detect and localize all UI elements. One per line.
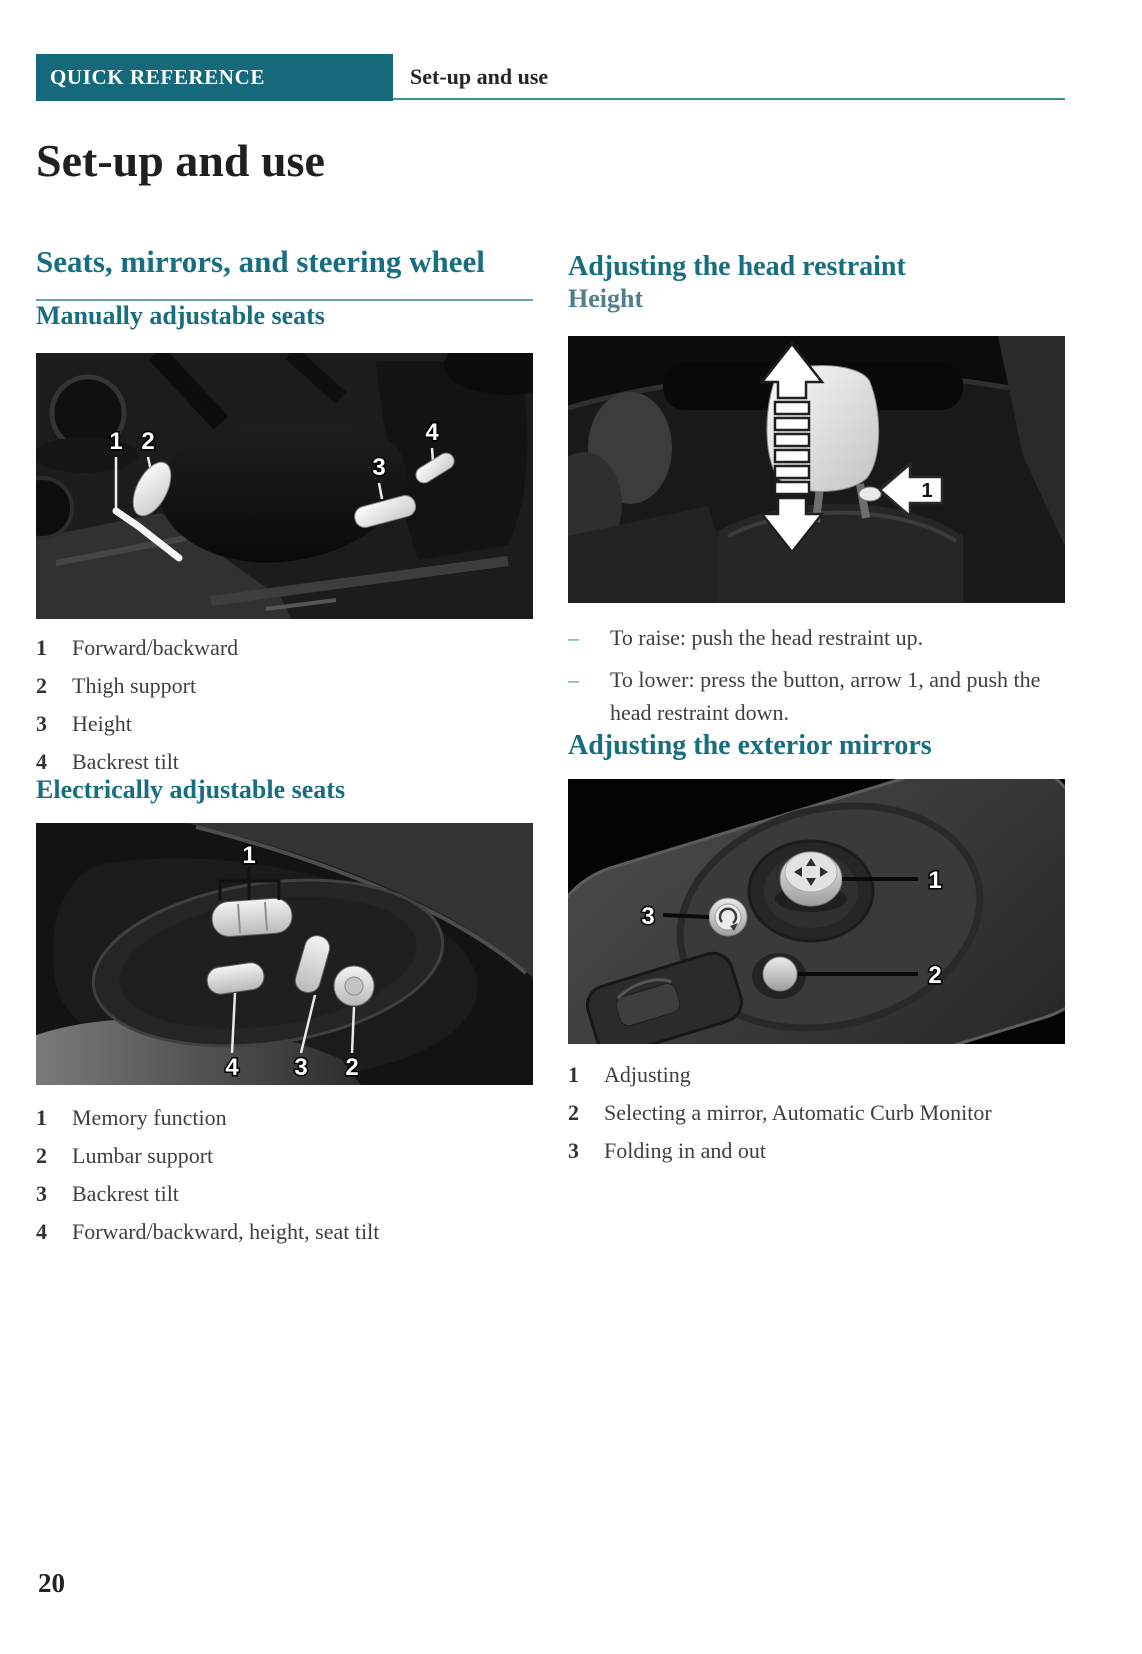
legend-num: 1	[36, 1105, 47, 1130]
mirror-legend	[568, 1062, 1065, 1164]
legend-label: Lumbar support	[72, 1143, 214, 1168]
instruction-text: To raise: push the head restraint up.	[610, 625, 924, 650]
legend-label: Height	[72, 711, 132, 736]
callout-1: 1	[928, 867, 942, 894]
heading-adjusting-head-restraint: Adjusting the head restraint	[568, 251, 906, 282]
heading-height: Height	[568, 284, 644, 313]
lumbar-knob-center	[345, 977, 363, 995]
legend-row	[36, 673, 533, 699]
memory-button	[211, 897, 293, 937]
front-seatback-shape	[718, 504, 963, 603]
legend-row	[36, 749, 533, 775]
legend-num: 4	[36, 749, 47, 774]
page-title: Set-up and use	[36, 135, 325, 186]
chapter-badge	[36, 54, 393, 101]
heading-adjusting-exterior-mirrors: Adjusting the exterior mirrors	[568, 730, 932, 761]
legend-label: Thigh support	[72, 673, 197, 698]
instruction-bullet	[568, 621, 1065, 654]
legend-num: 3	[36, 711, 47, 736]
callout-1: 1	[109, 428, 123, 455]
figure-electric-seat-controls	[36, 823, 533, 1085]
legend-row	[36, 1219, 533, 1245]
mirror-select-button	[763, 957, 797, 991]
callout-4: 4	[425, 419, 439, 446]
chapter-badge-label: QUICK REFERENCE	[50, 65, 265, 89]
instruction-text: To lower: press the button, arrow 1, and push the head restraint down.	[610, 667, 1041, 725]
callout-3: 3	[641, 903, 655, 930]
callout-1: 1	[242, 842, 256, 869]
legend-num: 2	[36, 673, 47, 698]
legend-label: Memory function	[72, 1105, 227, 1130]
release-button	[859, 487, 881, 501]
figure-mirror-controls	[568, 779, 1065, 1044]
legend-row	[568, 1062, 1065, 1088]
instruction-bullet	[568, 663, 1065, 729]
legend-label: Forward/backward, height, seat tilt	[72, 1219, 380, 1244]
legend-num: 1	[36, 635, 47, 660]
electric-seat-legend	[36, 1105, 533, 1245]
legend-row	[36, 1143, 533, 1169]
console-shape	[36, 437, 138, 473]
manual-seat-legend	[36, 635, 533, 775]
heading-seats-mirrors-steering: Seats, mirrors, and steering wheel	[36, 244, 485, 279]
legend-row	[36, 711, 533, 737]
legend-row	[36, 1181, 533, 1207]
callout-1: 1	[921, 480, 933, 502]
bullet-dash: –	[568, 667, 579, 692]
page-header	[36, 54, 1065, 100]
legend-num: 3	[568, 1138, 579, 1163]
callout-2: 2	[928, 962, 942, 989]
arrow-ladder-bar	[775, 466, 809, 478]
callout-2: 2	[345, 1054, 359, 1081]
arrow-ladder-bar	[775, 402, 809, 414]
legend-row	[568, 1100, 1065, 1126]
leader-line-3	[663, 915, 709, 917]
arrow-ladder-bar	[775, 482, 809, 494]
legend-num: 2	[36, 1143, 47, 1168]
figure-head-restraint	[568, 336, 1065, 603]
left-column	[36, 243, 533, 1245]
figure-manual-seat-levers	[36, 353, 533, 619]
callout-3: 3	[372, 454, 386, 481]
legend-label: Selecting a mirror, Automatic Curb Monitor	[604, 1100, 992, 1125]
legend-label: Folding in and out	[604, 1138, 766, 1163]
legend-num: 3	[36, 1181, 47, 1206]
memory-button-group	[211, 897, 293, 937]
legend-num: 4	[36, 1219, 47, 1244]
right-column	[568, 243, 1065, 1164]
heading-manually-adjustable-seats: Manually adjustable seats	[36, 301, 325, 330]
callout-3: 3	[294, 1054, 308, 1081]
legend-label: Backrest tilt	[72, 1181, 179, 1206]
legend-num: 2	[568, 1100, 579, 1125]
legend-label: Backrest tilt	[72, 749, 179, 774]
arrow-ladder-bar	[775, 450, 809, 462]
arrow-ladder-bar	[775, 434, 809, 446]
heading-electrically-adjustable-seats: Electrically adjustable seats	[36, 775, 346, 804]
legend-num: 1	[568, 1062, 579, 1087]
arrow-ladder-bar	[775, 418, 809, 430]
legend-row	[36, 635, 533, 661]
callout-4: 4	[225, 1054, 239, 1081]
legend-row	[568, 1138, 1065, 1164]
page-number: 20	[38, 1568, 65, 1598]
running-section-title: Set-up and use	[410, 64, 549, 89]
callout-2: 2	[141, 428, 155, 455]
head-restraint-instructions	[568, 621, 1065, 729]
bullet-dash: –	[568, 625, 579, 650]
legend-label: Adjusting	[604, 1062, 691, 1087]
legend-row	[36, 1105, 533, 1131]
legend-label: Forward/backward	[72, 635, 239, 660]
